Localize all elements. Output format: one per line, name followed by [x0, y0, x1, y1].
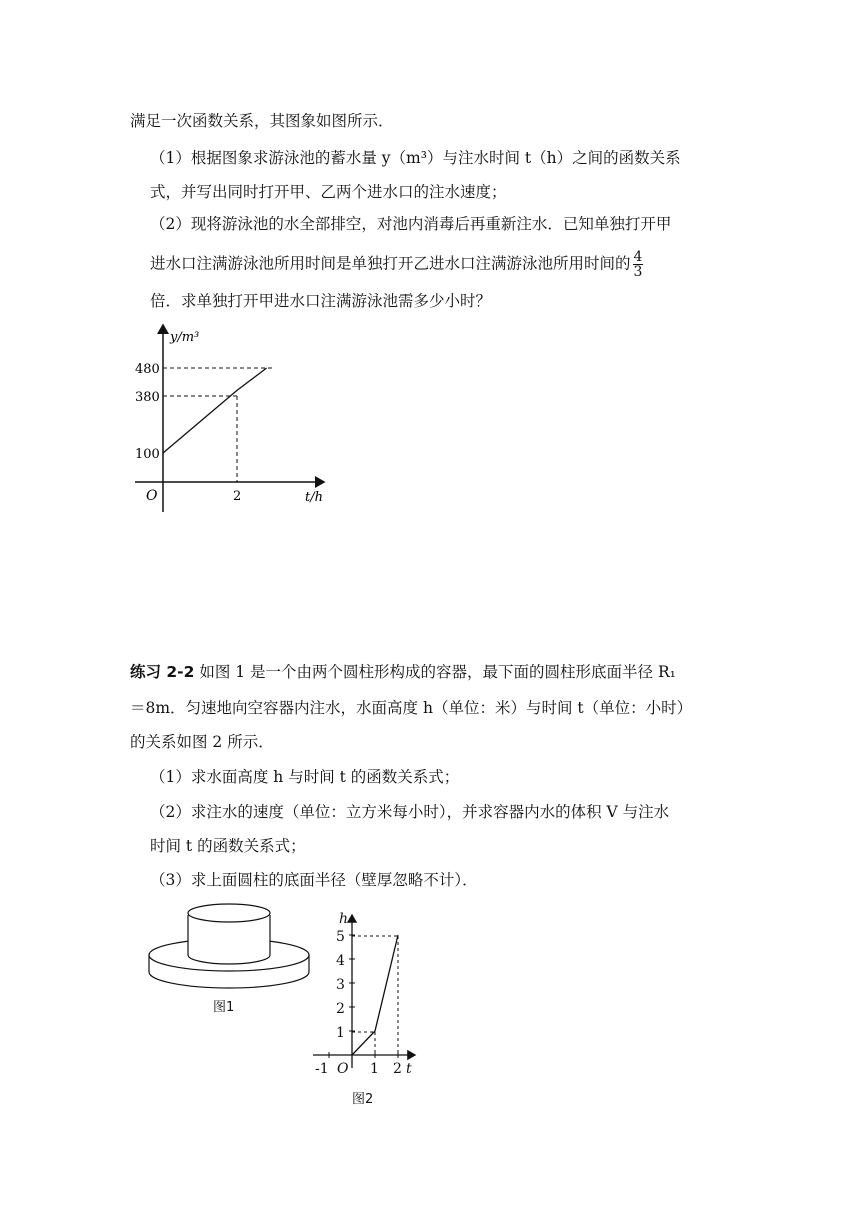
chart2-ytick-3: 3: [336, 977, 345, 993]
figure1-top-cylinder-side: [188, 915, 270, 964]
problem2-q2-line1: （2）求注水的速度（单位：立方米每小时），并求容器内水的体积 V 与注水: [150, 803, 670, 821]
problem2-q1: （1）求水面高度 h 与时间 t 的函数关系式；: [150, 768, 460, 786]
problem2-line1: [130, 661, 740, 683]
chart2-series-line: [352, 935, 398, 1055]
chart1-ytick-480: 480: [135, 362, 160, 377]
figure1-top-cylinder-top: [188, 904, 270, 922]
figure1-bottom-cylinder-top: [149, 939, 309, 971]
problem1-q2-line3: 倍．求单独打开甲进水口注满游泳池需多少小时？: [150, 292, 492, 310]
problem2-line2: ＝8m．匀速地向空容器内注水，水面高度 h（单位：米）与时间 t（单位：小时）: [130, 699, 693, 717]
problem2-q2-line2: 时间 t 的函数关系式；: [150, 837, 306, 855]
chart1-ylabel: y/m³: [170, 330, 200, 345]
figure1-caption: 图1: [213, 1000, 235, 1015]
chart1-ytick-100: 100: [135, 447, 160, 462]
chart2-xtick-1: 1: [370, 1061, 379, 1077]
problem1-q1-line1: （1）根据图象求游泳池的蓄水量 y（m³）与注水时间 t（h）之间的函数关系: [150, 149, 681, 167]
chart2-origin: O: [337, 1061, 349, 1077]
problem1-q1-line2: 式，并写出同时打开甲、乙两个进水口的注水速度；: [150, 183, 507, 201]
chart2-xtick-neg1: -1: [315, 1061, 329, 1077]
problem2-q3: （3）求上面圆柱的底面半径（壁厚忽略不计）．: [150, 871, 478, 889]
chart1-xlabel: t/h: [305, 490, 323, 505]
fraction-numerator: 4: [633, 249, 643, 265]
problem1-q2-line2-text: 进水口注满游泳池所用时间是单独打开乙进水口注满游泳池所用时间的: [150, 254, 631, 273]
problem2-title: 练习 2-2: [130, 663, 195, 681]
chart1-ytick-380: 380: [135, 390, 160, 405]
chart2-ytick-4: 4: [336, 953, 345, 969]
chart2-ytick-2: 2: [336, 1001, 345, 1017]
chart2-ytick-5: 5: [336, 929, 345, 945]
problem1-q2-line2: [150, 250, 760, 279]
chart2-ytick-1: 1: [336, 1025, 345, 1041]
problem1-intro: 满足一次函数关系，其图象如图所示．: [130, 112, 394, 130]
problem2-line3: 的关系如图 2 所示．: [130, 733, 274, 751]
fraction-denominator: 3: [633, 264, 643, 280]
chart2-xtick-2: 2: [393, 1061, 402, 1077]
chart1-series-line: [163, 368, 267, 453]
figure1-bottom-cylinder-side: [149, 955, 309, 988]
figure2-caption: 图2: [352, 1092, 374, 1107]
chart1-origin: O: [146, 488, 158, 504]
problem2-line1-text: 如图 1 是一个由两个圆柱形构成的容器，最下面的圆柱形底面半径 R₁: [199, 663, 676, 681]
chart2-xlabel: t: [406, 1061, 412, 1077]
chart2-ylabel: h: [339, 911, 349, 927]
problem1-q2-line1: （2）现将游泳池的水全部排空，对池内消毒后再重新注水．已知单独打开甲: [150, 215, 672, 233]
fraction-four-thirds: [633, 250, 644, 279]
chart1-xtick-2: 2: [233, 489, 242, 504]
